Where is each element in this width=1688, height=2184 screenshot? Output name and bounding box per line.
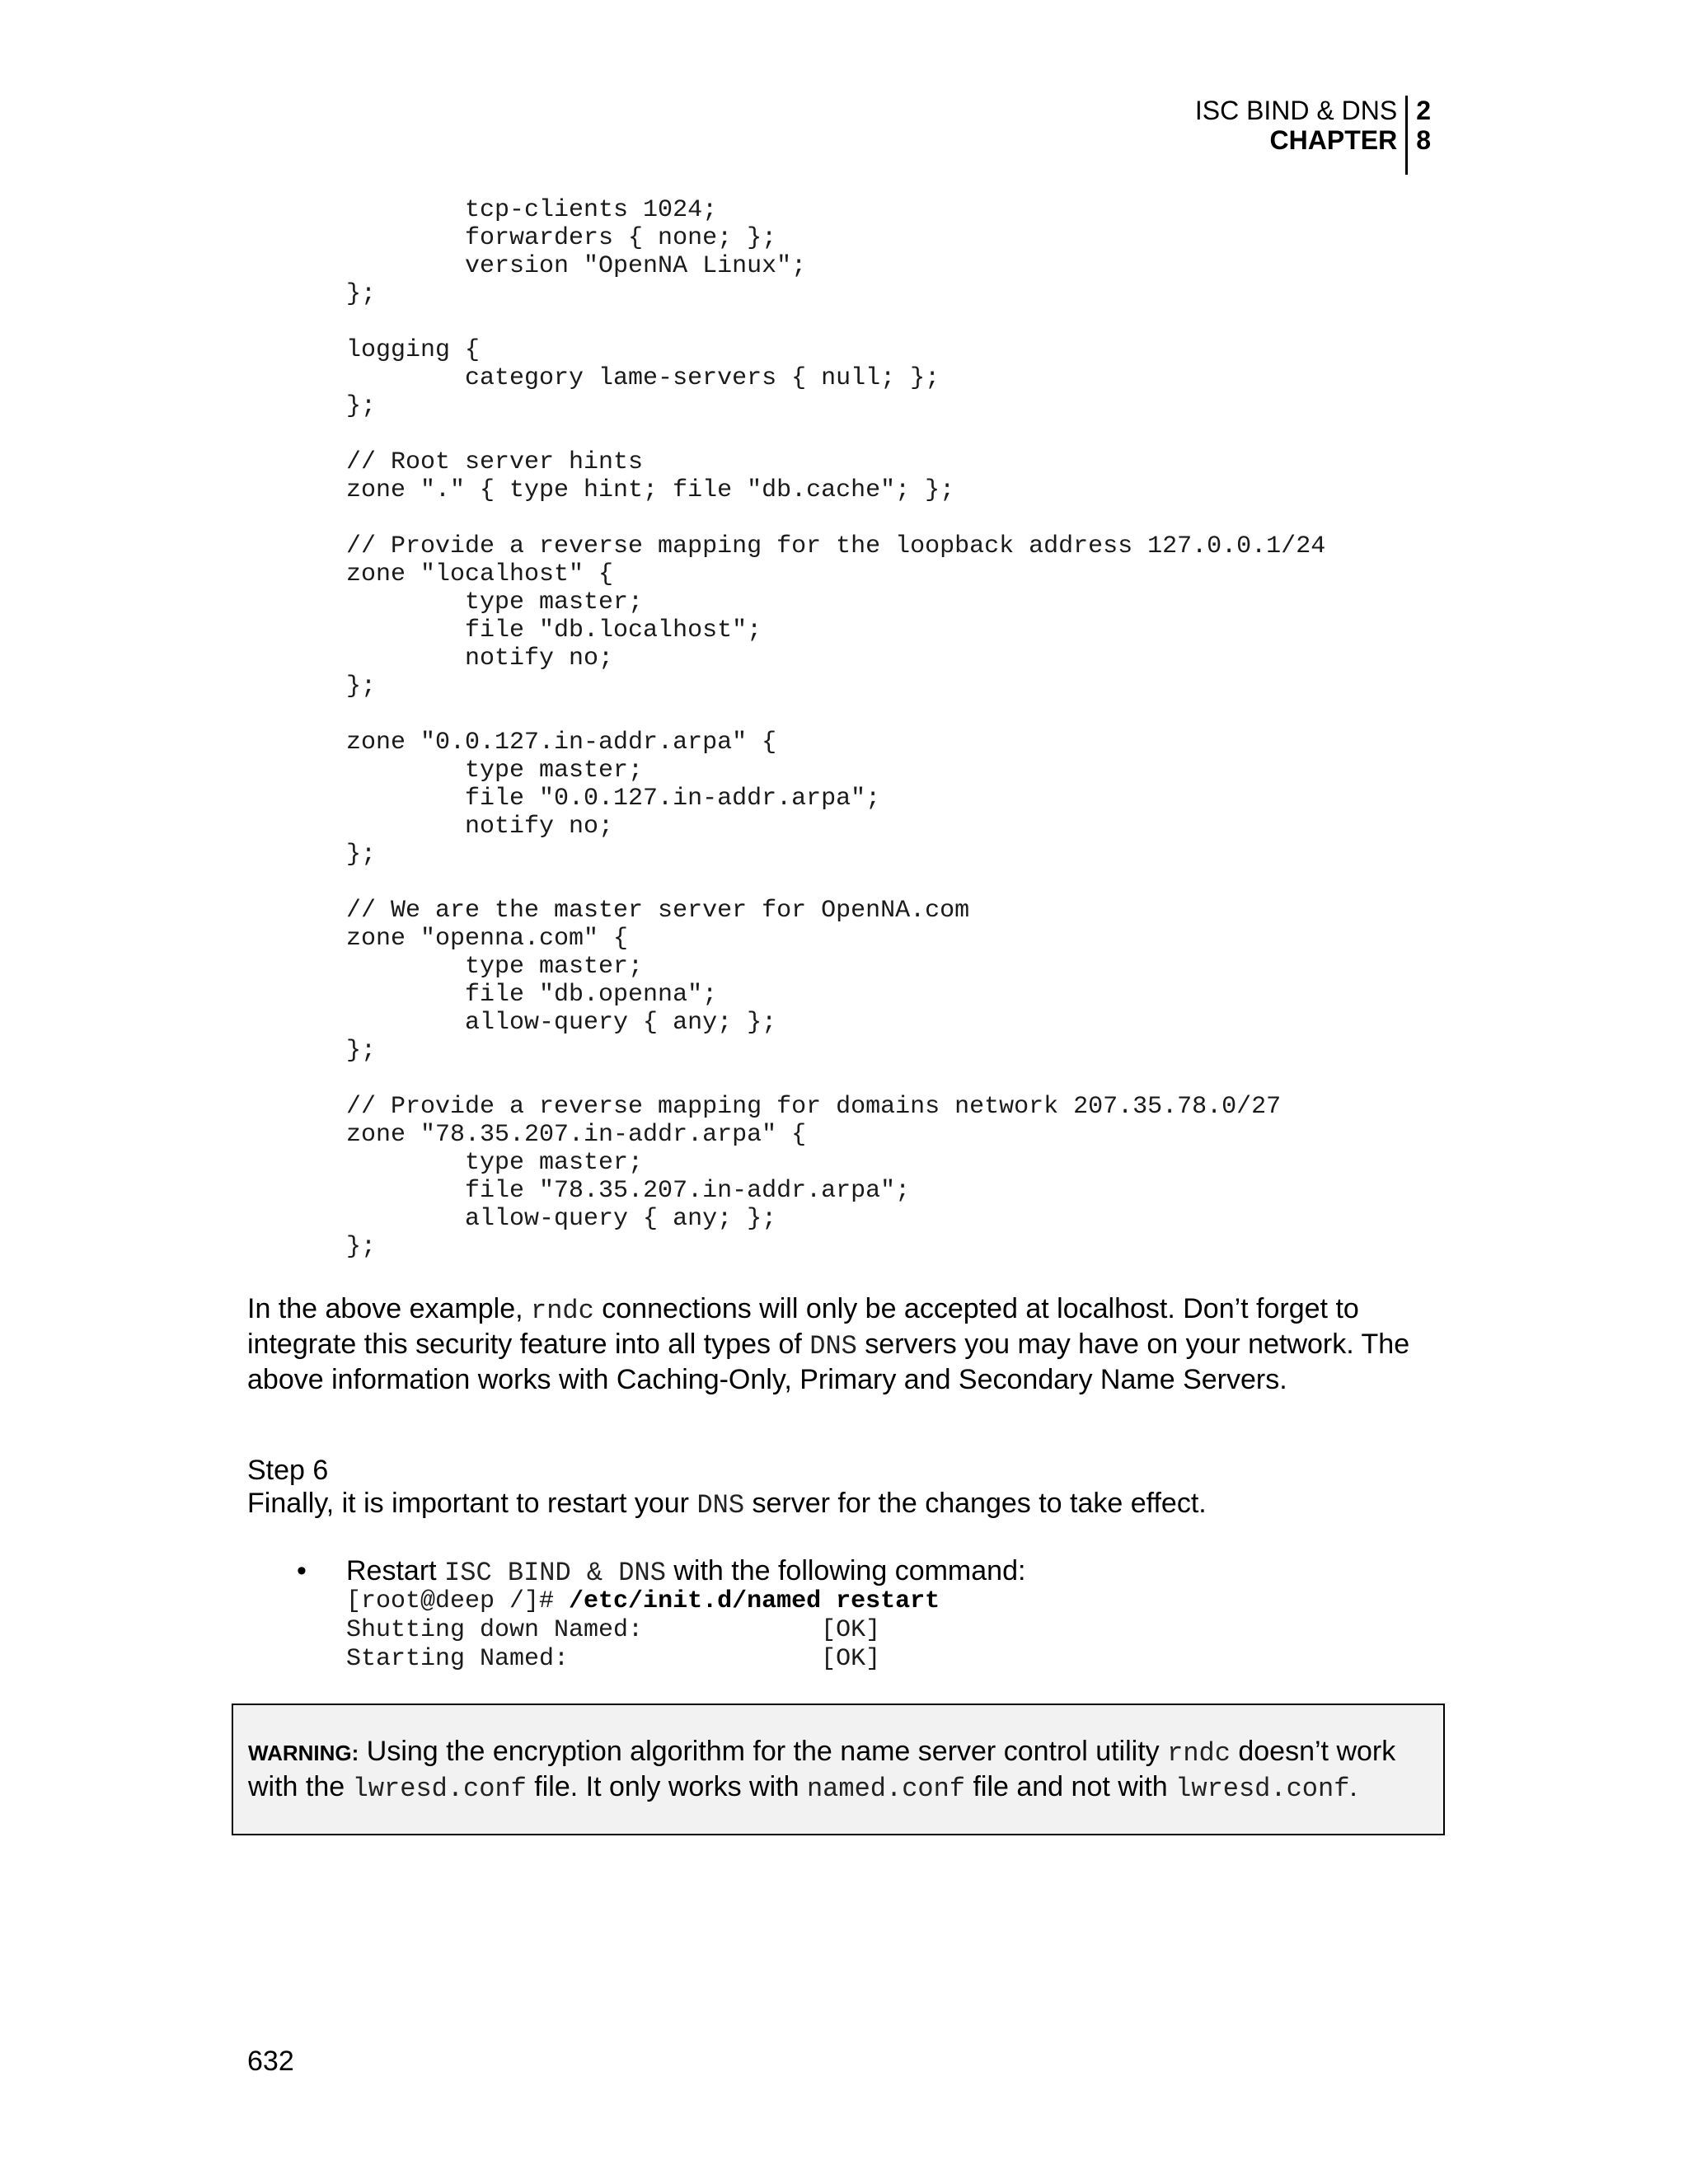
text-run: file and not with [965, 1771, 1176, 1802]
text-run: connections will only be accepted at localhost. Don’t forget to integrate this security feature into all types of [247, 1293, 1359, 1360]
inline-code: DNS [696, 1490, 745, 1521]
inline-code: ISC BIND & DNS [444, 1558, 666, 1588]
text-run: server for the changes to take effect. [744, 1488, 1207, 1519]
text-run: doesn’t work with the [248, 1736, 1396, 1802]
inline-code: rndc [1167, 1738, 1231, 1769]
text-run: . [1349, 1771, 1357, 1802]
inline-code: rndc [531, 1296, 594, 1326]
text-run: file. It only works with [526, 1771, 807, 1802]
bullet-item [297, 1554, 1025, 1590]
running-header [1195, 96, 1431, 175]
text-run: Finally, it is important to restart your [247, 1488, 697, 1519]
terminal-line: Starting Named: [OK] [346, 1645, 881, 1673]
text-run: servers you may have on your network. The above information works with Caching-Only, Primary and Secondary Name Servers. [247, 1329, 1410, 1395]
header-labels [1195, 96, 1405, 175]
bullet-icon: • [297, 1555, 307, 1586]
inline-code: named.conf [806, 1774, 965, 1804]
header-title: ISC BIND & DNS [1194, 96, 1398, 125]
text-run: with the following command: [665, 1555, 1026, 1586]
chapter-number-digit-2: 8 [1416, 125, 1431, 155]
text-run: Restart [346, 1555, 445, 1586]
text-run: Using the encryption algorithm for the name server control utility [359, 1736, 1168, 1767]
terminal-command: /etc/init.d/named restart [569, 1587, 940, 1615]
page-number: 632 [247, 2046, 294, 2077]
paragraph-restart-note [247, 1487, 1418, 1522]
chapter-number-digit-1: 2 [1416, 96, 1431, 125]
terminal-line: Shutting down Named: [OK] [346, 1616, 881, 1644]
header-chapter-number [1408, 96, 1431, 175]
inline-code: DNS [809, 1331, 857, 1361]
inline-code: lwresd.conf [352, 1774, 527, 1804]
terminal-prompt: [root@deep /]# [346, 1587, 570, 1615]
header-chapter-label: CHAPTER [1269, 125, 1398, 155]
terminal-output [346, 1587, 940, 1674]
warning-label: WARNING: [248, 1741, 359, 1765]
warning-box [232, 1704, 1445, 1835]
inline-code: lwresd.conf [1175, 1774, 1350, 1804]
paragraph-rndc-note [247, 1292, 1418, 1396]
step-heading: Step 6 [247, 1455, 329, 1486]
text-run: In the above example, [247, 1293, 532, 1324]
config-code-block: tcp-clients 1024; forwarders { none; }; version "OpenNA Linux"; }; logging { category lame-servers { null; }; }; // Root server hints zone "." { type hint; file "db.cache"; }; // Provide a reverse mapping for the loopback address 127.0.0.1/24 zone "localhost" { type master; file "db.localhost"; notify no; }; zone "0.0.127.in-addr.arpa" { type master; file "0.0.127.in-addr.arpa"; notify no; }; // We are the master server for OpenNA.com zone "openna.com" { type master; file "db.openna"; allow-query { any; }; }; // Provide a reverse mapping for domains network 207.35.78.0/27 zone "78.35.207.in-addr.arpa" { type master; file "78.35.207.in-addr.arpa"; allow-query { any; }; }; [346, 196, 1326, 1261]
